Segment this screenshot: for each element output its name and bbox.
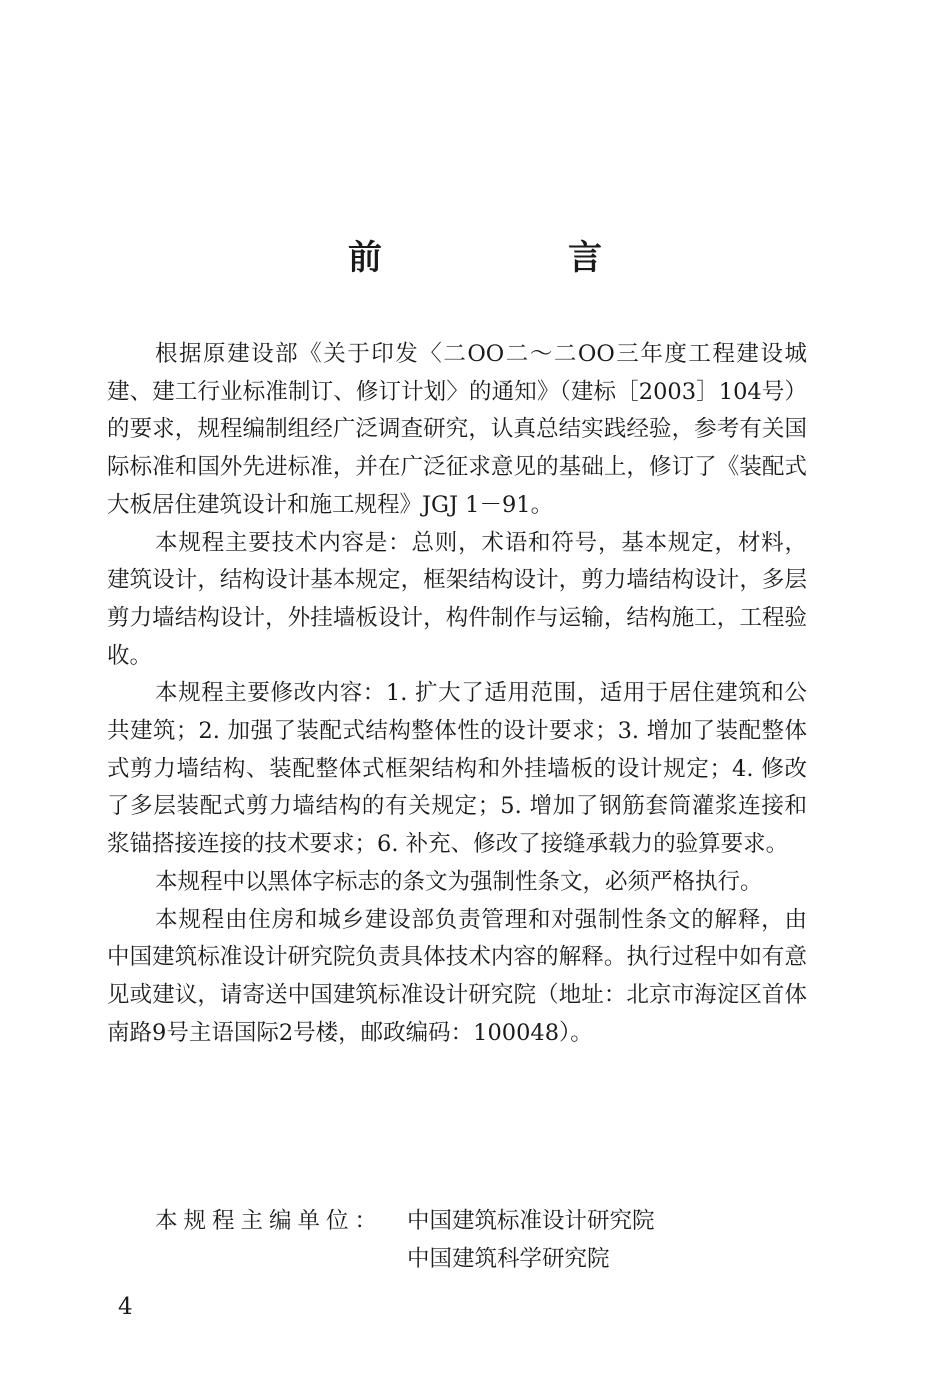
chief-editor-unit: 中国建筑标准设计研究院 [407, 1208, 655, 1234]
chief-editor-label: 本规程主编单位： [155, 1208, 384, 1234]
paragraph-administration: 本规程由住房和城乡建设部负责管理和对强制性条文的解释，由中国建筑标准设计研究院负责具体技术内容的解释。执行过程中如有意见或建议，请寄送中国建筑标准设计研究院（地址：北京市海淀区首体南路9号主语国际2号楼，邮政编码：100048）。 [107, 906, 807, 1046]
chief-editor-row [155, 1203, 655, 1241]
chief-editor-row [155, 1241, 655, 1279]
chief-editors [155, 1203, 655, 1278]
page-number: 4 [118, 1294, 133, 1320]
paragraph-technical-content: 本规程主要技术内容是：总则，术语和符号，基本规定，材料，建筑设计，结构设计基本规定，框架结构设计，剪力墙结构设计，多层剪力墙结构设计，外挂墙板设计，构件制作与运输，结构施工，工程验收。 [107, 529, 807, 669]
paragraph-mandatory-clauses: 本规程中以黑体字标志的条文为强制性条文，必须严格执行。 [155, 868, 763, 895]
page-title: 前 言 [348, 238, 678, 278]
paragraph-revisions: 本规程主要修改内容：1. 扩大了适用范围，适用于居住建筑和公共建筑；2. 加强了装配式结构整体性的设计要求；3. 增加了装配整体式剪力墙结构、装配整体式框架结构和外挂墙板的设计规定；4. 修改了多层装配式剪力墙结构的有关规定；5. 增加了钢筋套筒灌浆连接和浆锚搭接连接的技术要求；6. 补充、修改了接缝承载力的验算要求。 [107, 680, 807, 858]
body-text [107, 336, 807, 1052]
paragraph-basis: 根据原建设部《关于印发〈二OO二～二OO三年度工程建设城建、建工行业标准制订、修订计划〉的通知》（建标［2003］104号）的要求，规程编制组经广泛调查研究，认真总结实践经验，参考有关国际标准和国外先进标准，并在广泛征求意见的基础上，修订了《装配式大板居住建筑设计和施工规程》JGJ 1－91。 [107, 341, 807, 518]
chief-editor-unit: 中国建筑科学研究院 [407, 1245, 610, 1272]
editor-indent-spacer [155, 1241, 407, 1279]
